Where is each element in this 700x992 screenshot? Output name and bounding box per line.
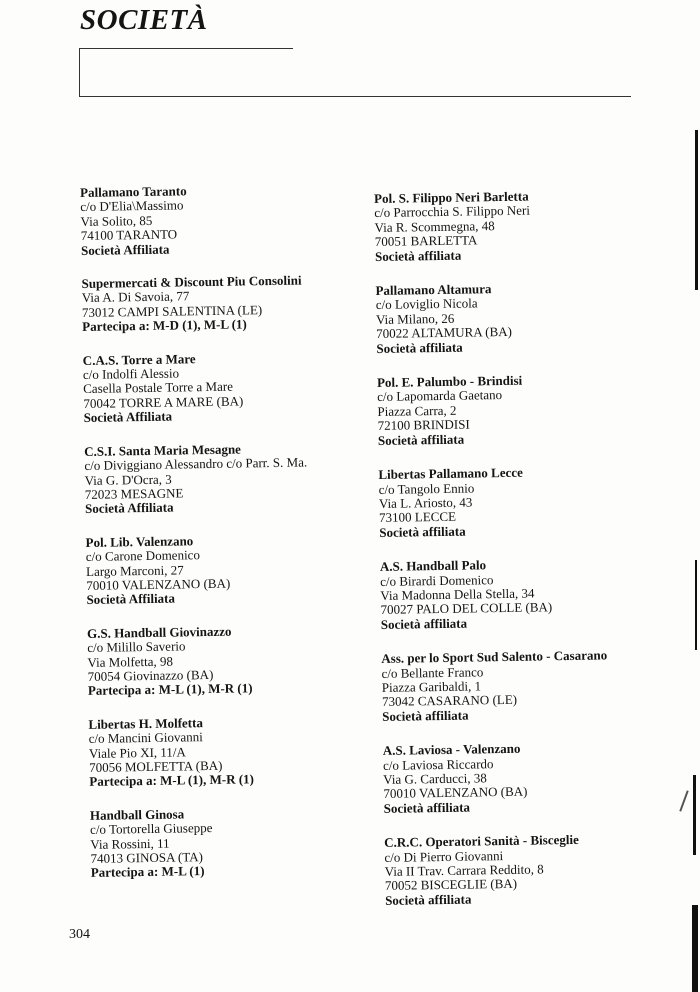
club-name: C.R.C. Operatori Sanità - Bisceglie — [384, 832, 579, 851]
address-line: c/o Indolfi Alessio — [82, 365, 180, 383]
address-line: 70054 Giovinazzo (BA) — [87, 666, 214, 684]
club-entry — [84, 440, 360, 516]
club-name: Pol. E. Palumbo - Brindisi — [376, 372, 523, 391]
club-status: Partecipa a: M-D (1), M-L (1) — [82, 316, 247, 335]
club-entry — [87, 622, 363, 698]
club-name: G.S. Handball Giovinazzo — [86, 623, 232, 641]
right-column — [374, 188, 648, 928]
address-line: Casella Postale Torre a Mare — [83, 379, 234, 397]
address-line: 70052 BISCEGLIE (BA) — [384, 876, 518, 894]
club-status: Società affiliata — [380, 615, 468, 632]
club-status: Società affiliata — [385, 891, 472, 908]
title-frame — [79, 48, 293, 96]
club-name: Libertas Pallamano Lecce — [378, 464, 523, 483]
club-entry — [90, 804, 366, 880]
club-status: Partecipa a: M-L (1) — [90, 863, 205, 881]
club-status: Società affiliata — [383, 799, 471, 816]
club-name: C.A.S. Torre a Mare — [82, 350, 196, 368]
club-name: Ass. per lo Sport Sud Salento - Casarano — [381, 647, 608, 667]
address-line: 70022 ALTAMURA (BA) — [376, 324, 513, 342]
address-line: Via G. D'Ocra, 3 — [84, 471, 172, 488]
club-entry — [85, 531, 361, 607]
club-status: Società affiliata — [382, 707, 469, 724]
club-entry — [375, 280, 638, 356]
club-entry — [380, 556, 643, 632]
address-line: Viale Pio XI, 11/A — [88, 744, 186, 761]
club-name: Pallamano Taranto — [79, 183, 187, 200]
club-status: Società affiliata — [379, 523, 466, 540]
club-entry — [383, 740, 646, 816]
address-line: c/o Laviosa Riccardo — [382, 755, 494, 773]
club-name: Supermercati & Discount Piu Consolini — [81, 272, 302, 292]
address-line: c/o Lapomarda Gaetano — [377, 387, 503, 405]
address-line: Via G. Carducci, 38 — [383, 770, 487, 787]
address-line: 70051 BARLETTA — [374, 232, 478, 250]
club-status: Società affiliata — [374, 247, 462, 264]
address-line: Via Madonna Della Stella, 34 — [380, 585, 535, 603]
club-entry — [374, 188, 637, 264]
address-line: 73100 LECCE — [378, 509, 457, 526]
club-name: C.S.I. Santa Maria Mesagne — [84, 441, 241, 459]
address-line: c/o Tangolo Ennio — [378, 479, 475, 497]
club-entry — [83, 349, 359, 425]
club-status: Società affiliata — [376, 339, 463, 356]
address-line: Piazza Garibaldi, 1 — [381, 678, 482, 695]
club-entry — [88, 713, 364, 789]
address-line: c/o Milillo Saverio — [87, 638, 186, 656]
club-entry — [381, 648, 644, 724]
club-status: Società Affiliata — [84, 499, 174, 517]
address-line: Piazza Carra, 2 — [377, 402, 457, 419]
club-status: Partecipa a: M-L (1), M-R (1) — [89, 771, 255, 790]
page-number: 304 — [69, 927, 90, 942]
scan-binding-edge — [688, 0, 700, 992]
club-name: Pol. S. Filippo Neri Barletta — [373, 188, 529, 206]
address-line: c/o Carone Domenico — [85, 547, 201, 565]
club-entry — [81, 273, 357, 335]
address-line: Via Molfetta, 98 — [87, 653, 174, 670]
address-line: c/o D'Elia\Massimo — [80, 197, 184, 215]
club-status: Società affiliata — [377, 431, 465, 448]
address-line: Via R. Scommegna, 48 — [374, 217, 495, 235]
address-line: 70010 VALENZANO (BA) — [383, 784, 528, 802]
address-line: 70027 PALO DEL COLLE (BA) — [380, 599, 553, 618]
address-line: c/o Di Pierro Giovanni — [384, 847, 504, 865]
left-column — [80, 182, 366, 900]
address-line: 72100 BRINDISI — [377, 416, 470, 434]
address-line: Via Milano, 26 — [375, 310, 455, 327]
club-name: Pallamano Altamura — [375, 281, 492, 299]
address-line: Via Rossini, 11 — [90, 835, 170, 852]
club-name: Pol. Lib. Valenzano — [85, 532, 194, 550]
address-line: 73012 CAMPI SALENTINA (LE) — [81, 301, 263, 320]
club-name: Handball Ginosa — [89, 806, 185, 823]
address-line: c/o Mancini Giovanni — [88, 729, 203, 747]
title-rule-divider — [79, 96, 631, 97]
club-entry — [378, 464, 641, 540]
address-line: Via Solito, 85 — [80, 212, 153, 229]
club-name: A.S. Laviosa - Valenzano — [382, 740, 521, 759]
club-status: Partecipa a: M-L (1), M-R (1) — [87, 680, 253, 699]
address-line: Via II Trav. Carrara Reddito, 8 — [384, 861, 544, 879]
address-line: c/o Loviglio Nicola — [375, 295, 478, 313]
address-line: c/o Parrocchia S. Filippo Neri — [374, 202, 531, 221]
address-line: Largo Marconi, 27 — [85, 561, 184, 579]
club-status: Società Affiliata — [83, 408, 173, 426]
address-line: 70042 TORRE A MARE (BA) — [83, 393, 244, 411]
address-line: 70056 MOLFETTA (BA) — [89, 757, 223, 775]
address-line: c/o Diviggiano Alessandro c/o Parr. S. Ma. — [84, 454, 308, 474]
address-line: 70010 VALENZANO (BA) — [86, 575, 231, 593]
address-line: c/o Tortorella Giuseppe — [89, 820, 213, 838]
club-name: Libertas H. Molfetta — [88, 714, 204, 732]
page-title: SOCIETÀ — [80, 4, 208, 36]
club-entry — [384, 832, 647, 908]
club-entry — [377, 372, 640, 448]
club-entry — [80, 182, 356, 258]
address-line: c/o Bellante Franco — [381, 663, 484, 681]
club-status: Società Affiliata — [86, 590, 176, 608]
club-status: Società Affiliata — [80, 241, 170, 258]
address-line: 74100 TARANTO — [80, 226, 178, 244]
address-line: 72023 MESAGNE — [84, 485, 184, 502]
address-line: Via A. Di Savoia, 77 — [81, 288, 190, 306]
address-line: 74013 GINOSA (TA) — [90, 849, 204, 866]
club-name: A.S. Handball Palo — [379, 557, 487, 575]
address-line: c/o Birardi Domenico — [379, 571, 494, 589]
address-line: Via L. Ariosto, 43 — [378, 494, 473, 511]
address-line: 73042 CASARANO (LE) — [381, 692, 518, 710]
